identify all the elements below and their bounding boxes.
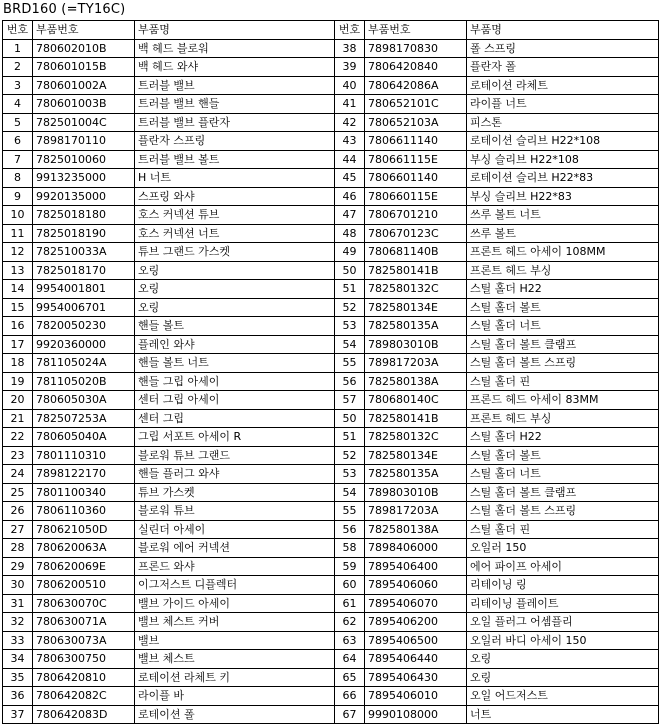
- part-number-index: 64: [335, 650, 365, 669]
- part-code: 782580141B: [365, 261, 467, 280]
- table-row: [3, 39, 659, 58]
- part-name: 스틸 홀더 볼트 스프링: [467, 502, 659, 521]
- table-row: [3, 502, 659, 521]
- header-name-left: 부품명: [135, 21, 335, 40]
- part-number-index: 16: [3, 317, 33, 336]
- table-row: [3, 650, 659, 669]
- part-name: 스틸 홀더 볼트 클램프: [467, 483, 659, 502]
- part-code: 9954006701: [33, 298, 135, 317]
- part-name: 트러블 밸브: [135, 76, 335, 95]
- table-row: [3, 280, 659, 299]
- part-code: 7895406010: [365, 687, 467, 706]
- part-name: 스프링 와샤: [135, 187, 335, 206]
- part-code: 782580135A: [365, 317, 467, 336]
- table-row: [3, 95, 659, 114]
- part-name: 피스톤: [467, 113, 659, 132]
- part-name: 스틸 홀더 H22: [467, 280, 659, 299]
- part-number-index: 65: [335, 668, 365, 687]
- part-code: 780642086A: [365, 76, 467, 95]
- part-code: 7895406200: [365, 613, 467, 632]
- part-name: 이그저스트 디플렉터: [135, 576, 335, 595]
- part-number-index: 36: [3, 687, 33, 706]
- part-number-index: 13: [3, 261, 33, 280]
- part-code: 780601003B: [33, 95, 135, 114]
- table-row: [3, 169, 659, 188]
- table-row: [3, 539, 659, 558]
- part-number-index: 39: [335, 58, 365, 77]
- header-no-right: 번호: [335, 21, 365, 40]
- part-code: 780605030A: [33, 391, 135, 410]
- part-number-index: 51: [335, 280, 365, 299]
- part-code: 7825010060: [33, 150, 135, 169]
- part-name: 그립 서포트 아세이 R: [135, 428, 335, 447]
- part-name: 실린더 아세이: [135, 520, 335, 539]
- part-number-index: 7: [3, 150, 33, 169]
- part-code: 782580132C: [365, 280, 467, 299]
- part-name: 프론트 헤드 부싱: [467, 409, 659, 428]
- part-number-index: 11: [3, 224, 33, 243]
- part-number-index: 47: [335, 206, 365, 225]
- part-name: 호스 커넥션 너트: [135, 224, 335, 243]
- part-code: 9913235000: [33, 169, 135, 188]
- part-number-index: 33: [3, 631, 33, 650]
- part-code: 7825018180: [33, 206, 135, 225]
- part-number-index: 8: [3, 169, 33, 188]
- table-row: [3, 317, 659, 336]
- part-number-index: 40: [335, 76, 365, 95]
- part-name: 핸들 볼트 너트: [135, 354, 335, 373]
- part-name: 부싱 슬리브 H22*108: [467, 150, 659, 169]
- part-name: 백 헤드 블로워: [135, 39, 335, 58]
- part-code: 7806611140: [365, 132, 467, 151]
- part-name: 백 헤드 와샤: [135, 58, 335, 77]
- part-code: 782507253A: [33, 409, 135, 428]
- part-code: 780681140B: [365, 243, 467, 262]
- part-number-index: 35: [3, 668, 33, 687]
- table-row: [3, 372, 659, 391]
- table-row: [3, 261, 659, 280]
- table-row: [3, 150, 659, 169]
- part-code: 780661115E: [365, 150, 467, 169]
- part-number-index: 44: [335, 150, 365, 169]
- part-number-index: 38: [335, 39, 365, 58]
- part-number-index: 59: [335, 557, 365, 576]
- part-number-index: 58: [335, 539, 365, 558]
- part-name: 플란자 스프링: [135, 132, 335, 151]
- part-number-index: 3: [3, 76, 33, 95]
- part-code: 780602010B: [33, 39, 135, 58]
- part-number-index: 52: [335, 446, 365, 465]
- part-name: 오링: [135, 280, 335, 299]
- part-number-index: 4: [3, 95, 33, 114]
- part-code: 789803010B: [365, 335, 467, 354]
- part-code: 782580141B: [365, 409, 467, 428]
- part-number-index: 2: [3, 58, 33, 77]
- part-code: 7895406060: [365, 576, 467, 595]
- header-no-left: 번호: [3, 21, 33, 40]
- part-number-index: 14: [3, 280, 33, 299]
- table-row: [3, 631, 659, 650]
- part-name: 밸브 체스트: [135, 650, 335, 669]
- part-name: 센터 그립 아세이: [135, 391, 335, 410]
- part-number-index: 67: [335, 705, 365, 724]
- table-row: [3, 243, 659, 262]
- part-number-index: 62: [335, 613, 365, 632]
- part-code: 7801100340: [33, 483, 135, 502]
- part-code: 7801110310: [33, 446, 135, 465]
- table-row: [3, 132, 659, 151]
- part-code: 7895406070: [365, 594, 467, 613]
- part-number-index: 42: [335, 113, 365, 132]
- part-code: 780660115E: [365, 187, 467, 206]
- part-number-index: 56: [335, 372, 365, 391]
- part-code: 789817203A: [365, 354, 467, 373]
- part-code: 7806200510: [33, 576, 135, 595]
- part-number-index: 34: [3, 650, 33, 669]
- part-number-index: 43: [335, 132, 365, 151]
- part-code: 7806701210: [365, 206, 467, 225]
- table-row: [3, 557, 659, 576]
- part-code: 780680140C: [365, 391, 467, 410]
- part-name: 핸들 플러그 와샤: [135, 465, 335, 484]
- part-number-index: 50: [335, 409, 365, 428]
- part-name: 쓰루 볼트: [467, 224, 659, 243]
- part-name: 플레인 와샤: [135, 335, 335, 354]
- part-code: 780601015B: [33, 58, 135, 77]
- part-number-index: 30: [3, 576, 33, 595]
- part-code: 9920135000: [33, 187, 135, 206]
- table-row: [3, 483, 659, 502]
- part-name: 오링: [467, 650, 659, 669]
- part-number-index: 56: [335, 520, 365, 539]
- part-name: 로테이션 라체트: [467, 76, 659, 95]
- part-name: 프론드 와샤: [135, 557, 335, 576]
- part-name: 리테이닝 플레이트: [467, 594, 659, 613]
- table-row: [3, 187, 659, 206]
- part-name: 프론드 헤드 아세이 83MM: [467, 391, 659, 410]
- part-name: 스틸 홀더 볼트: [467, 298, 659, 317]
- part-number-index: 24: [3, 465, 33, 484]
- part-number-index: 54: [335, 335, 365, 354]
- part-name: 프론트 헤드 아세이 108MM: [467, 243, 659, 262]
- part-number-index: 53: [335, 317, 365, 336]
- part-number-index: 28: [3, 539, 33, 558]
- part-name: 블로워 에어 커넥션: [135, 539, 335, 558]
- header-part-no-left: 부품번호: [33, 21, 135, 40]
- part-name: 로테이션 라체트 키: [135, 668, 335, 687]
- table-row: [3, 354, 659, 373]
- part-number-index: 29: [3, 557, 33, 576]
- part-number-index: 27: [3, 520, 33, 539]
- part-code: 9920360000: [33, 335, 135, 354]
- part-number-index: 55: [335, 354, 365, 373]
- part-code: 780630071A: [33, 613, 135, 632]
- part-name: 밸브 가이드 아세이: [135, 594, 335, 613]
- part-number-index: 5: [3, 113, 33, 132]
- part-code: 7825018190: [33, 224, 135, 243]
- part-code: 782580134E: [365, 446, 467, 465]
- part-name: 플란자 폴: [467, 58, 659, 77]
- part-number-index: 20: [3, 391, 33, 410]
- part-code: 7825018170: [33, 261, 135, 280]
- part-code: 9954001801: [33, 280, 135, 299]
- part-name: 핸들 볼트: [135, 317, 335, 336]
- header-row: [3, 21, 659, 40]
- part-name: 블로워 튜브 그랜드: [135, 446, 335, 465]
- table-row: [3, 594, 659, 613]
- part-code: 7806601140: [365, 169, 467, 188]
- part-number-index: 57: [335, 391, 365, 410]
- part-name: 튜브 그랜드 가스켓: [135, 243, 335, 262]
- part-code: 780642083D: [33, 705, 135, 724]
- part-code: 782580138A: [365, 520, 467, 539]
- part-number-index: 17: [3, 335, 33, 354]
- part-name: 폴 스프링: [467, 39, 659, 58]
- part-code: 789817203A: [365, 502, 467, 521]
- part-name: 로테이션 슬리브 H22*108: [467, 132, 659, 151]
- part-code: 780652103A: [365, 113, 467, 132]
- part-name: 트러블 밸브 핸들: [135, 95, 335, 114]
- part-number-index: 48: [335, 224, 365, 243]
- part-code: 782501004C: [33, 113, 135, 132]
- part-code: 780630070C: [33, 594, 135, 613]
- part-code: 781105024A: [33, 354, 135, 373]
- table-row: [3, 428, 659, 447]
- part-code: 780642082C: [33, 687, 135, 706]
- part-code: 7898170830: [365, 39, 467, 58]
- part-name: 스틸 홀더 핀: [467, 520, 659, 539]
- parts-table: [2, 20, 659, 724]
- part-name: 쓰루 볼트 너트: [467, 206, 659, 225]
- header-name-right: 부품명: [467, 21, 659, 40]
- part-code: 780652101C: [365, 95, 467, 114]
- table-row: [3, 668, 659, 687]
- part-name: 스틸 홀더 볼트: [467, 446, 659, 465]
- part-number-index: 53: [335, 465, 365, 484]
- part-name: 프론트 헤드 부싱: [467, 261, 659, 280]
- part-number-index: 49: [335, 243, 365, 262]
- part-name: 오일러 바디 아세이 150: [467, 631, 659, 650]
- table-row: [3, 206, 659, 225]
- table-row: [3, 705, 659, 724]
- table-row: [3, 335, 659, 354]
- part-number-index: 52: [335, 298, 365, 317]
- part-number-index: 21: [3, 409, 33, 428]
- part-number-index: 31: [3, 594, 33, 613]
- table-row: [3, 465, 659, 484]
- part-name: 스틸 홀더 너트: [467, 317, 659, 336]
- part-number-index: 63: [335, 631, 365, 650]
- part-name: 밸브: [135, 631, 335, 650]
- part-number-index: 22: [3, 428, 33, 447]
- table-row: [3, 76, 659, 95]
- part-code: 7898122170: [33, 465, 135, 484]
- part-name: 리테이닝 링: [467, 576, 659, 595]
- part-name: H 너트: [135, 169, 335, 188]
- part-code: 780621050D: [33, 520, 135, 539]
- part-number-index: 61: [335, 594, 365, 613]
- part-number-index: 60: [335, 576, 365, 595]
- part-code: 781105020B: [33, 372, 135, 391]
- table-row: [3, 576, 659, 595]
- part-name: 스틸 홀더 너트: [467, 465, 659, 484]
- table-row: [3, 224, 659, 243]
- part-name: 튜브 가스켓: [135, 483, 335, 502]
- part-code: 780605040A: [33, 428, 135, 447]
- part-code: 7898406000: [365, 539, 467, 558]
- part-name: 핸들 그립 아세이: [135, 372, 335, 391]
- part-code: 780620069E: [33, 557, 135, 576]
- part-name: 오링: [135, 298, 335, 317]
- part-number-index: 19: [3, 372, 33, 391]
- part-number-index: 41: [335, 95, 365, 114]
- part-name: 라이플 너트: [467, 95, 659, 114]
- document-title: BRD160 (=TY16C): [3, 2, 126, 17]
- part-number-index: 46: [335, 187, 365, 206]
- part-name: 오링: [467, 668, 659, 687]
- part-number-index: 66: [335, 687, 365, 706]
- part-code: 782580138A: [365, 372, 467, 391]
- part-code: 782580134E: [365, 298, 467, 317]
- table-row: [3, 113, 659, 132]
- part-number-index: 25: [3, 483, 33, 502]
- part-code: 7806420810: [33, 668, 135, 687]
- table-row: [3, 613, 659, 632]
- part-name: 오링: [135, 261, 335, 280]
- part-number-index: 32: [3, 613, 33, 632]
- part-number-index: 1: [3, 39, 33, 58]
- part-number-index: 50: [335, 261, 365, 280]
- part-number-index: 9: [3, 187, 33, 206]
- part-name: 라이플 바: [135, 687, 335, 706]
- part-code: 9990108000: [365, 705, 467, 724]
- part-name: 오일러 150: [467, 539, 659, 558]
- part-code: 7806300750: [33, 650, 135, 669]
- part-number-index: 45: [335, 169, 365, 188]
- part-number-index: 15: [3, 298, 33, 317]
- part-number-index: 54: [335, 483, 365, 502]
- part-name: 부싱 슬리브 H22*83: [467, 187, 659, 206]
- part-name: 센터 그립: [135, 409, 335, 428]
- part-name: 트러블 밸브 볼트: [135, 150, 335, 169]
- part-code: 7895406440: [365, 650, 467, 669]
- part-code: 780620063A: [33, 539, 135, 558]
- table-row: [3, 391, 659, 410]
- part-name: 스틸 홀더 볼트 스프링: [467, 354, 659, 373]
- part-code: 782580132C: [365, 428, 467, 447]
- part-code: 7806110360: [33, 502, 135, 521]
- part-code: 789803010B: [365, 483, 467, 502]
- part-number-index: 18: [3, 354, 33, 373]
- part-code: 7820050230: [33, 317, 135, 336]
- part-name: 밸브 체스트 커버: [135, 613, 335, 632]
- table-row: [3, 409, 659, 428]
- part-number-index: 55: [335, 502, 365, 521]
- part-number-index: 12: [3, 243, 33, 262]
- part-name: 스틸 홀더 핀: [467, 372, 659, 391]
- part-number-index: 6: [3, 132, 33, 151]
- part-name: 스틸 홀더 볼트 클램프: [467, 335, 659, 354]
- part-name: 오일 플러그 어셈플리: [467, 613, 659, 632]
- part-name: 너트: [467, 705, 659, 724]
- part-name: 에어 파이프 아세이: [467, 557, 659, 576]
- part-code: 7806420840: [365, 58, 467, 77]
- part-code: 780630073A: [33, 631, 135, 650]
- part-code: 7895406500: [365, 631, 467, 650]
- table-row: [3, 520, 659, 539]
- part-number-index: 51: [335, 428, 365, 447]
- part-name: 로테이션 폴: [135, 705, 335, 724]
- part-code: 780601002A: [33, 76, 135, 95]
- part-name: 스틸 홀더 H22: [467, 428, 659, 447]
- header-part-no-right: 부품번호: [365, 21, 467, 40]
- part-name: 로테이션 슬리브 H22*83: [467, 169, 659, 188]
- part-code: 780670123C: [365, 224, 467, 243]
- part-number-index: 26: [3, 502, 33, 521]
- part-name: 오일 어드저스트: [467, 687, 659, 706]
- part-number-index: 37: [3, 705, 33, 724]
- part-code: 782510033A: [33, 243, 135, 262]
- part-name: 호스 커넥션 튜브: [135, 206, 335, 225]
- table-row: [3, 687, 659, 706]
- part-number-index: 10: [3, 206, 33, 225]
- part-code: 7895406400: [365, 557, 467, 576]
- part-code: 782580135A: [365, 465, 467, 484]
- part-code: 7898170110: [33, 132, 135, 151]
- table-row: [3, 446, 659, 465]
- part-name: 블로워 튜브: [135, 502, 335, 521]
- part-number-index: 23: [3, 446, 33, 465]
- part-name: 트러블 밸브 플란자: [135, 113, 335, 132]
- table-row: [3, 58, 659, 77]
- part-code: 7895406430: [365, 668, 467, 687]
- table-row: [3, 298, 659, 317]
